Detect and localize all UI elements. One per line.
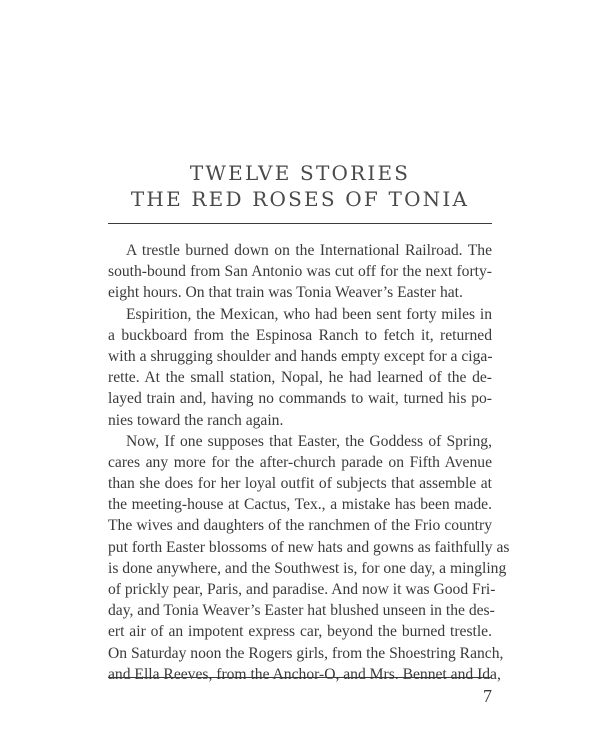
text-line: nies toward the ranch again. bbox=[108, 411, 284, 429]
text-line: south-bound from San Antonio was cut off for the next forty- bbox=[108, 263, 492, 281]
text-line: eight hours. On that train was Tonia Weaver’s Easter hat. bbox=[108, 284, 463, 302]
text-line: layed train and, having no commands to wait, turned his po- bbox=[108, 390, 492, 408]
footer-divider bbox=[108, 677, 492, 678]
chapter-title: THE RED ROSES OF TONIA bbox=[130, 187, 470, 211]
text-line: cares any more for the after-church parade on Fifth Avenue bbox=[108, 453, 492, 471]
text-line: On Saturday noon the Rogers girls, from the Shoestring Ranch, bbox=[108, 644, 504, 662]
text-line: Now, If one supposes that Easter, the Goddess of Spring, bbox=[126, 432, 492, 450]
text-line: Espirition, the Mexican, who had been sent forty miles in bbox=[126, 305, 492, 323]
page-number: 7 bbox=[483, 686, 492, 706]
text-line: day, and Tonia Weaver’s Easter hat blushed unseen in the des- bbox=[108, 602, 495, 620]
text-line: is done anywhere, and the Southwest is, for one day, a mingling bbox=[108, 559, 507, 577]
text-line: with a shrugging shoulder and hands empty except for a ciga- bbox=[108, 347, 493, 365]
text-line: of prickly pear, Paris, and paradise. And now it was Good Fri- bbox=[108, 581, 496, 598]
text-line: put forth Easter blossoms of new hats and gowns as faithfully as bbox=[108, 538, 510, 556]
text-line: the meeting-house at Cactus, Tex., a mistake has been made. bbox=[108, 496, 492, 514]
heading-divider bbox=[108, 223, 492, 224]
text-line: a buckboard from the Espinosa Ranch to fetch it, returned bbox=[108, 326, 492, 344]
text-line: rette. At the small station, Nopal, he had learned of the de- bbox=[108, 369, 492, 387]
text-line: and Ella Reeves, from the Anchor-O, and Mrs. Bennet and Ida, bbox=[108, 665, 501, 683]
text-line: ert air of an impotent express car, beyond the burned trestle. bbox=[108, 623, 492, 641]
book-title: TWELVE STORIES bbox=[189, 161, 411, 185]
text-line: The wives and daughters of the ranchmen of the Frio country bbox=[108, 517, 492, 535]
text-line: A trestle burned down on the International Railroad. The bbox=[126, 242, 492, 259]
body-text bbox=[108, 240, 510, 685]
text-line: than she does for her loyal outfit of subjects that assemble at bbox=[108, 475, 492, 493]
chapter-heading bbox=[108, 160, 492, 212]
